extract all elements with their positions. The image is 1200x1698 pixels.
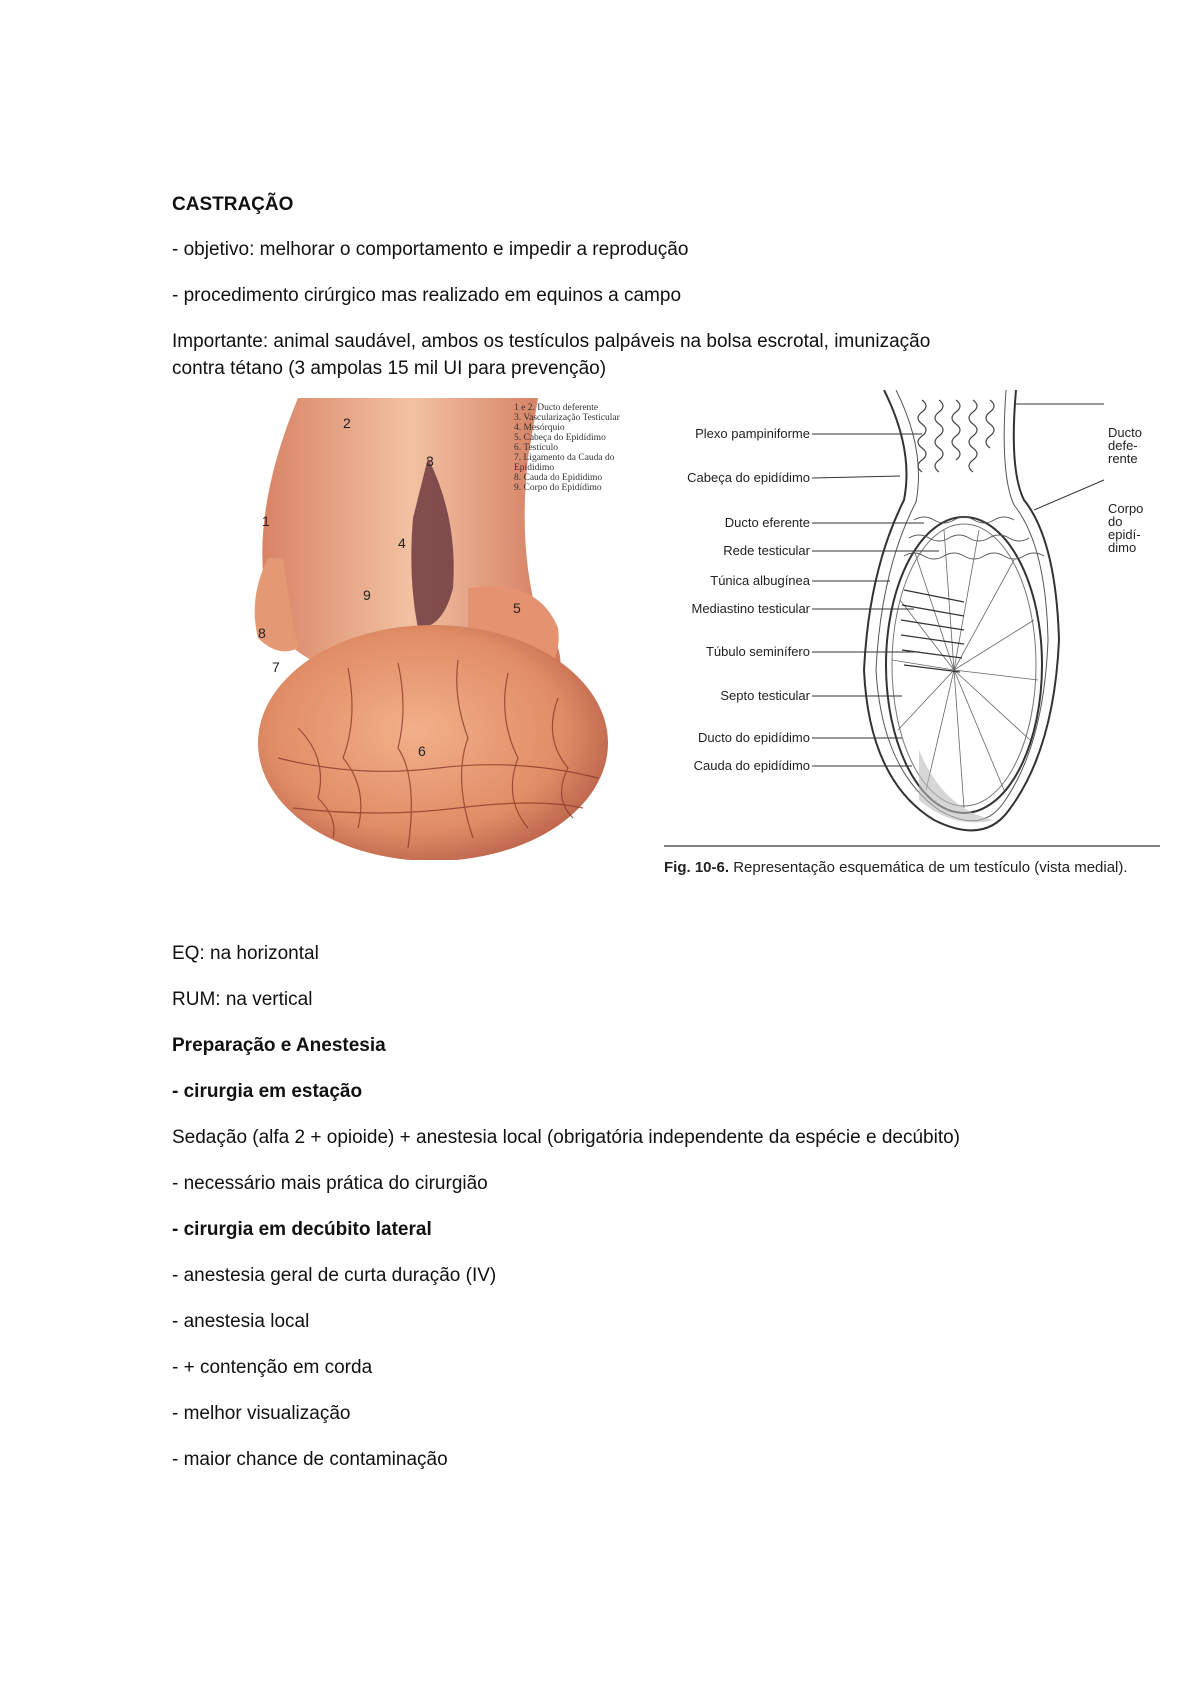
photo-number-1: 1: [262, 513, 270, 529]
schematic-drawing: [664, 390, 1160, 850]
photo-legend: [514, 403, 644, 493]
decubito-heading: - cirurgia em decúbito lateral: [172, 1219, 432, 1240]
label-tubulo-seminifero: Túbulo seminífero: [705, 644, 810, 659]
legend-item: 5. Cabeça do Epidídimo: [514, 433, 606, 443]
label-corpo-epididimo: [1108, 502, 1143, 554]
photo-number-7: 7: [272, 659, 280, 675]
label-septo-testicular: Septo testicular: [720, 688, 810, 703]
photo-number-4: 4: [398, 535, 406, 551]
testicle-schematic: [664, 390, 1160, 850]
bullet-item: - maior chance de contaminação: [172, 1449, 448, 1470]
sedacao-line: Sedação (alfa 2 + opioide) + anestesia local (obrigatória independente da espécie e decúbito): [172, 1127, 960, 1148]
estacao-heading: - cirurgia em estação: [172, 1081, 363, 1102]
pratica-line: - necessário mais prática do cirurgião: [172, 1173, 488, 1194]
rum-line: RUM: na vertical: [172, 989, 313, 1010]
label-ducto-deferente-line: rente: [1108, 451, 1138, 466]
legend-item: 3. Vascularização Testicular: [514, 413, 620, 423]
legend-item: 4. Mesórquio: [514, 423, 565, 433]
label-corpo-epididimo-line: do: [1108, 514, 1123, 529]
bullet-item: - melhor visualização: [172, 1403, 351, 1424]
objetivo-label: - objetivo:: [172, 239, 255, 260]
label-tunica-albuginea: Túnica albugínea: [710, 573, 810, 588]
importante-line-1: Importante: animal saudável, ambos os testículos palpáveis na bolsa escrotal, imunização: [172, 331, 931, 352]
procedimento-line: - procedimento cirúrgico mas realizado em equinos a campo: [172, 285, 682, 306]
photo-number-2: 2: [343, 415, 351, 431]
label-corpo-epididimo-line: dimo: [1108, 540, 1137, 555]
label-plexo-pampiniforme: Plexo pampiniforme: [695, 426, 810, 441]
legend-item: 9. Corpo do Epidídimo: [514, 483, 602, 493]
document-title: CASTRAÇÃO: [172, 194, 294, 215]
objetivo-line: [172, 238, 688, 262]
objetivo-text: melhorar o comportamento e impedir a reprodução: [254, 239, 689, 260]
label-cauda-epididimo: Cauda do epidídimo: [693, 758, 810, 773]
importante-line-2: contra tétano (3 ampolas 15 mil UI para prevenção): [172, 358, 607, 379]
legend-item: 7. Ligamento da Cauda do Epidídimo: [514, 453, 615, 473]
bullet-item: - + contenção em corda: [172, 1357, 373, 1378]
label-mediastino-testicular: Mediastino testicular: [691, 601, 810, 616]
eq-line: EQ: na horizontal: [172, 943, 319, 964]
bullet-item: - anestesia local: [172, 1311, 310, 1332]
photo-number-9: 9: [363, 587, 371, 603]
photo-number-6: 6: [418, 743, 426, 759]
legend-item: 6. Testículo: [514, 443, 559, 453]
photo-number-5: 5: [513, 600, 521, 616]
photo-number-3: 3: [426, 453, 434, 469]
label-ducto-deferente-line: Ducto: [1108, 425, 1142, 440]
legend-item: 1 e 2. Ducto deferente: [514, 403, 599, 413]
label-ducto-eferente: Ducto eferente: [724, 515, 810, 530]
bullet-item: - anestesia geral de curta duração (IV): [172, 1265, 497, 1286]
legend-item: 8. Cauda do Epidídimo: [514, 473, 603, 483]
label-corpo-epididimo-line: epidí-: [1108, 527, 1141, 542]
figure-caption: [664, 858, 1164, 878]
photo-number-8: 8: [258, 625, 266, 641]
label-ducto-epididimo: Ducto do epidídimo: [697, 730, 810, 745]
label-ducto-deferente-line: defe-: [1108, 438, 1138, 453]
figure-caption-text: Representação esquemática de um testículo (vista medial).: [729, 859, 1128, 876]
label-corpo-epididimo-line: Corpo: [1108, 501, 1144, 516]
label-rede-testicular: Rede testicular: [723, 543, 810, 558]
label-ducto-deferente: [1108, 426, 1142, 465]
label-cabeca-epididimo: Cabeça do epidídimo: [687, 470, 810, 485]
prep-heading: Preparação e Anestesia: [172, 1035, 386, 1056]
figure-number: Fig. 10-6.: [664, 859, 730, 876]
